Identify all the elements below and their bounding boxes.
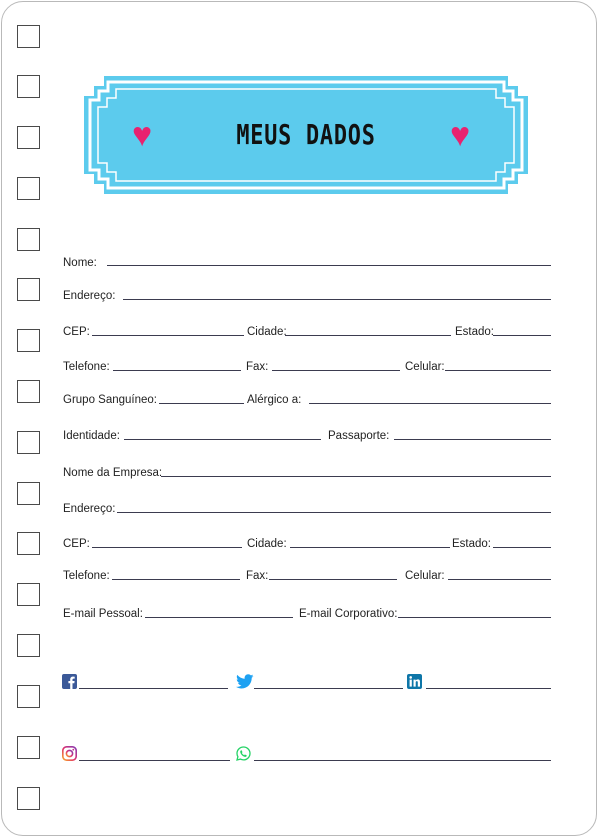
cep-line[interactable]	[92, 335, 244, 336]
cidade-line[interactable]	[285, 335, 451, 336]
facebook-line[interactable]	[79, 688, 228, 689]
celular-empresa-line[interactable]	[448, 579, 551, 580]
identidade-line[interactable]	[124, 439, 321, 440]
nome-line[interactable]	[107, 265, 551, 266]
binding-ring	[17, 126, 40, 149]
linkedin-line[interactable]	[426, 688, 551, 689]
endereco-empresa-label: Endereço:	[63, 503, 116, 515]
facebook-icon	[62, 674, 77, 689]
cidade-empresa-line[interactable]	[290, 547, 450, 548]
cidade-empresa-label: Cidade:	[247, 538, 287, 550]
linkedin-icon	[407, 674, 422, 689]
fax-empresa-label: Fax:	[246, 570, 269, 582]
whatsapp-line[interactable]	[254, 760, 551, 761]
fax-line[interactable]	[272, 370, 400, 371]
whatsapp-icon	[236, 746, 251, 761]
binding-ring	[17, 431, 40, 454]
telefone-label: Telefone:	[63, 361, 110, 373]
binding-ring	[17, 228, 40, 251]
binding-ring	[17, 482, 40, 505]
fax-empresa-line[interactable]	[269, 579, 397, 580]
email-pessoal-line[interactable]	[145, 617, 293, 618]
binding-ring	[17, 278, 40, 301]
grupo-sanguineo-line[interactable]	[159, 403, 244, 404]
passaporte-label: Passaporte:	[328, 430, 390, 442]
telefone-empresa-line[interactable]	[112, 579, 240, 580]
telefone-empresa-label: Telefone:	[63, 570, 110, 582]
binding-ring	[17, 25, 40, 48]
binding-ring	[17, 634, 40, 657]
page-title: MEUS DADOS	[236, 118, 376, 151]
twitter-line[interactable]	[254, 688, 403, 689]
celular-label: Celular:	[405, 361, 445, 373]
cep-label: CEP:	[63, 326, 90, 338]
email-corporativo-line[interactable]	[398, 617, 551, 618]
instagram-icon	[62, 746, 77, 761]
cep-empresa-line[interactable]	[92, 547, 242, 548]
grupo-sanguineo-label: Grupo Sanguíneo:	[63, 394, 157, 406]
binding-ring	[17, 583, 40, 606]
binding-ring	[17, 75, 40, 98]
fax-label: Fax:	[246, 361, 269, 373]
endereco-line[interactable]	[123, 299, 551, 300]
binding-ring	[17, 329, 40, 352]
binding-ring	[17, 177, 40, 200]
estado-line[interactable]	[493, 335, 551, 336]
binding-ring	[17, 380, 40, 403]
twitter-icon	[236, 674, 254, 689]
nome-empresa-line[interactable]	[161, 476, 551, 477]
estado-empresa-label: Estado:	[452, 538, 491, 550]
nome-label: Nome:	[63, 257, 97, 269]
estado-empresa-line[interactable]	[493, 547, 551, 548]
instagram-line[interactable]	[79, 760, 230, 761]
identidade-label: Identidade:	[63, 430, 120, 442]
celular-line[interactable]	[445, 370, 551, 371]
heart-icon: ♥	[450, 116, 471, 154]
email-pessoal-label: E-mail Pessoal:	[63, 608, 143, 620]
alergico-line[interactable]	[309, 403, 551, 404]
cidade-label: Cidade:	[247, 326, 287, 338]
alergico-label: Alérgico a:	[247, 394, 302, 406]
passaporte-line[interactable]	[394, 439, 551, 440]
binding-ring	[17, 532, 40, 555]
heart-icon: ♥	[132, 116, 153, 154]
binding-ring	[17, 685, 40, 708]
telefone-line[interactable]	[113, 370, 241, 371]
binding-ring	[17, 736, 40, 759]
endereco-empresa-line[interactable]	[117, 512, 551, 513]
celular-empresa-label: Celular:	[405, 570, 445, 582]
email-corporativo-label: E-mail Corporativo:	[299, 608, 398, 620]
endereco-label: Endereço:	[63, 290, 116, 302]
nome-empresa-label: Nome da Empresa:	[63, 467, 163, 479]
binding-ring	[17, 787, 40, 810]
cep-empresa-label: CEP:	[63, 538, 90, 550]
estado-label: Estado:	[455, 326, 494, 338]
